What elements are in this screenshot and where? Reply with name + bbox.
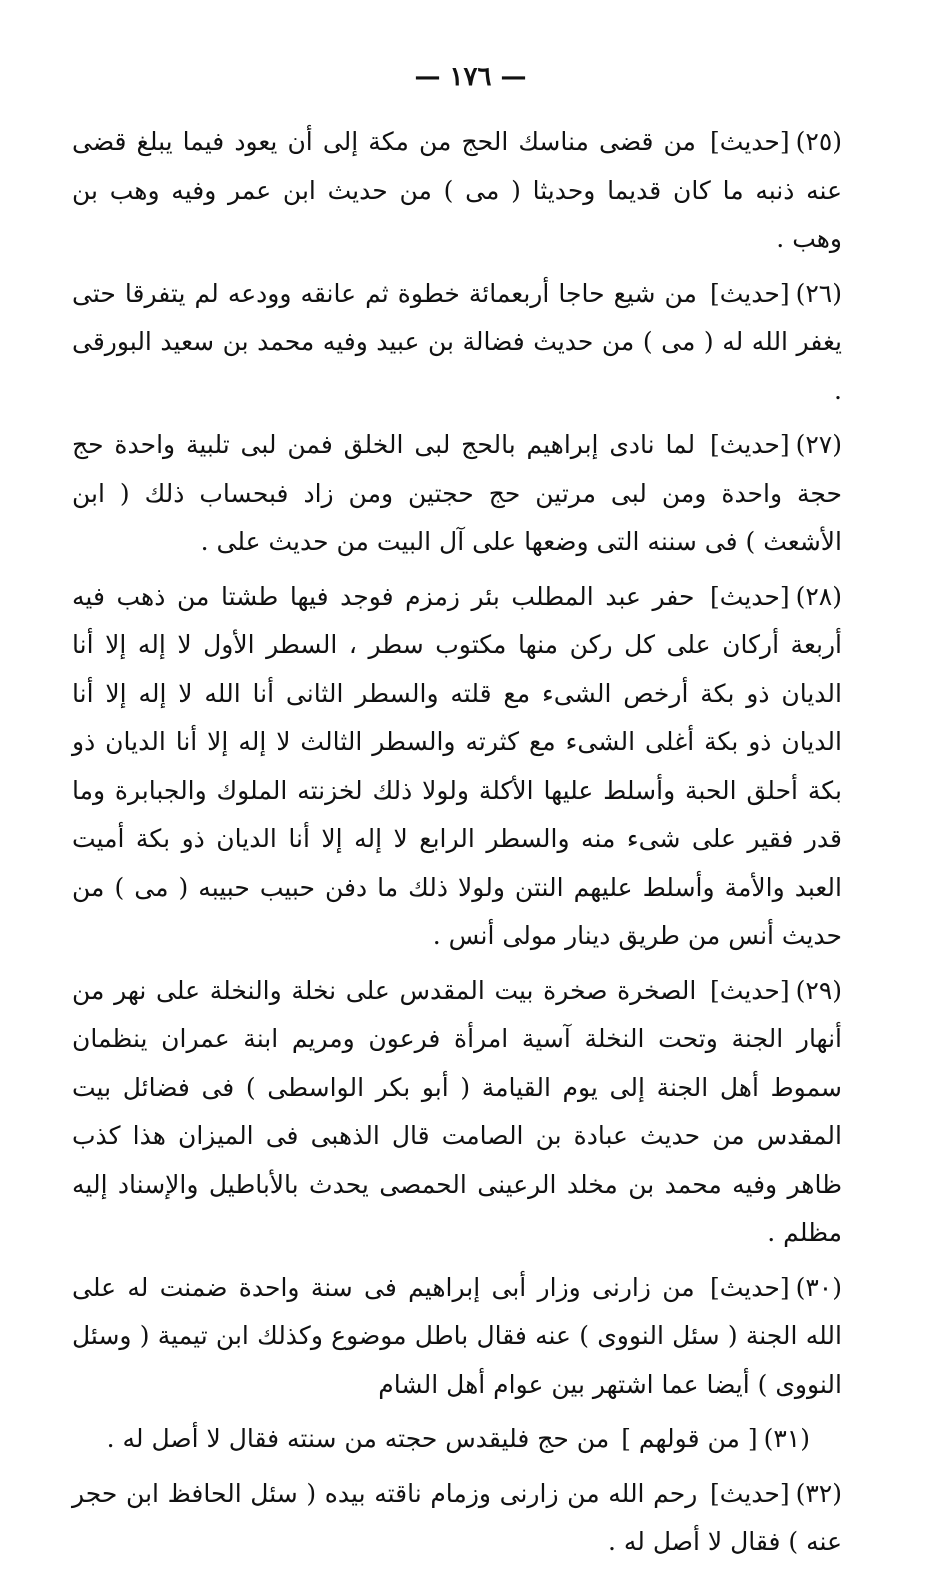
hadith-entry-32 — [72, 1470, 842, 1567]
entry-text: من زارنى وزار أبى إبراهيم فى سنة واحدة ضمنت له على الله الجنة ( سئل النووى ) عنه فقال باطل موضوع وكذلك ابن تيمية ( وسئل النووى ) أيضا عما اشتهر بين عوام أهل الشام — [72, 1272, 842, 1399]
entry-number: (٢٩) — [795, 975, 843, 1005]
hadith-entry-25 — [72, 118, 842, 264]
entry-number: (٣١) — [763, 1424, 810, 1453]
entry-text: رحم الله من زارنى وزمام ناقته بيده ( سئل الحافظ ابن حجر عنه ) فقال لا أصل له . — [72, 1478, 842, 1556]
hadith-entry-26 — [72, 270, 842, 416]
entry-tag: [حديث] — [710, 1478, 790, 1508]
entry-text: من قضى مناسك الحج من مكة إلى أن يعود فيما يبلغ قضى عنه ذنبه ما كان قديما وحديثا ( مى ) من حديث ابن عمر وفيه وهب بن وهب . — [72, 127, 842, 253]
entry-tag: [حديث] — [710, 127, 790, 156]
entry-tag: [حديث] — [710, 1272, 790, 1302]
entry-text: الصخرة صخرة بيت المقدس على نخلة والنخلة على نهر من أنهار الجنة وتحت النخلة آسية امرأة فرعون ومريم ابنة عمران ينظمان سموط أهل الجنة إلى يوم القيامة ( أبو بكر الواسطى ) فى فضائل بيت المقدس من حديث عبادة بن الصامت قال الذهبى فى الميزان هذا كذب ظاهر وفيه محمد بن مخلد الرعينى الحمصى يحدث بالأباطيل والإسناد إليه مظلم . — [72, 975, 842, 1247]
entries-list — [72, 118, 842, 1573]
entry-tag: [ من قولهم ] — [621, 1424, 758, 1453]
entry-text: لما نادى إبراهيم بالحج لبى الخلق فمن لبى تلبية واحدة حج حجة واحدة ومن لبى مرتين حج حجتين ومن زاد فبحساب ذلك ( ابن الأشعث ) فى سننه التى وضعها على آل البيت من حديث على . — [72, 430, 842, 556]
hadith-entry-30 — [72, 1264, 842, 1410]
entry-text: من حج فليقدس حجته من سنته فقال لا أصل له . — [106, 1424, 610, 1453]
saying-entry-31 — [72, 1415, 842, 1464]
entry-tag: [حديث] — [710, 278, 790, 308]
entry-tag: [حديث] — [710, 430, 790, 459]
entry-number: (٢٥) — [795, 127, 843, 156]
entry-number: (٣٢) — [795, 1478, 842, 1508]
page-number: — ١٧٦ — — [414, 62, 527, 92]
entry-tag: [حديث] — [710, 581, 790, 611]
entry-number: (٢٨) — [795, 581, 842, 611]
entry-number: (٣٠) — [795, 1272, 842, 1302]
entry-tag: [حديث] — [710, 975, 790, 1005]
hadith-entry-27 — [72, 421, 842, 567]
entry-text: من شيع حاجا أربعمائة خطوة ثم عانقه وودعه لم يتفرقا حتى يغفر الله له ( مى ) من حديث فضالة بن عبيد وفيه محمد بن سعيد البورقى . — [72, 278, 842, 405]
hadith-entry-29 — [72, 967, 842, 1258]
entry-number: (٢٧) — [795, 430, 842, 459]
entry-number: (٢٦) — [795, 278, 842, 308]
entry-text: حفر عبد المطلب بئر زمزم فوجد فيها طشتا من ذهب فيه أربعة أركان على كل ركن منها مكتوب سطر ، السطر الأول لا إله إلا أنا الديان ذو بكة أرخص الشىء مع قلته والسطر الثانى أنا الله لا إله إلا أنا الديان ذو بكة أغلى الشىء مع كثرته والسطر الثالث لا إله إلا أنا الديان ذو بكة أحلق الحبة وأسلط عليها الأكلة ولولا ذلك لخزنته الملوك والجبابرة وما قدر فقير على شىء منه والسطر الرابع لا إله إلا أنا الديان ذو بكة أميت العبد والأمة وأسلط عليهم النتن ولولا ذلك ما دفن حبيب حبيبه ( مى ) من حديث أنس من طريق دينار مولى أنس . — [72, 581, 842, 950]
hadith-entry-28 — [72, 573, 842, 961]
